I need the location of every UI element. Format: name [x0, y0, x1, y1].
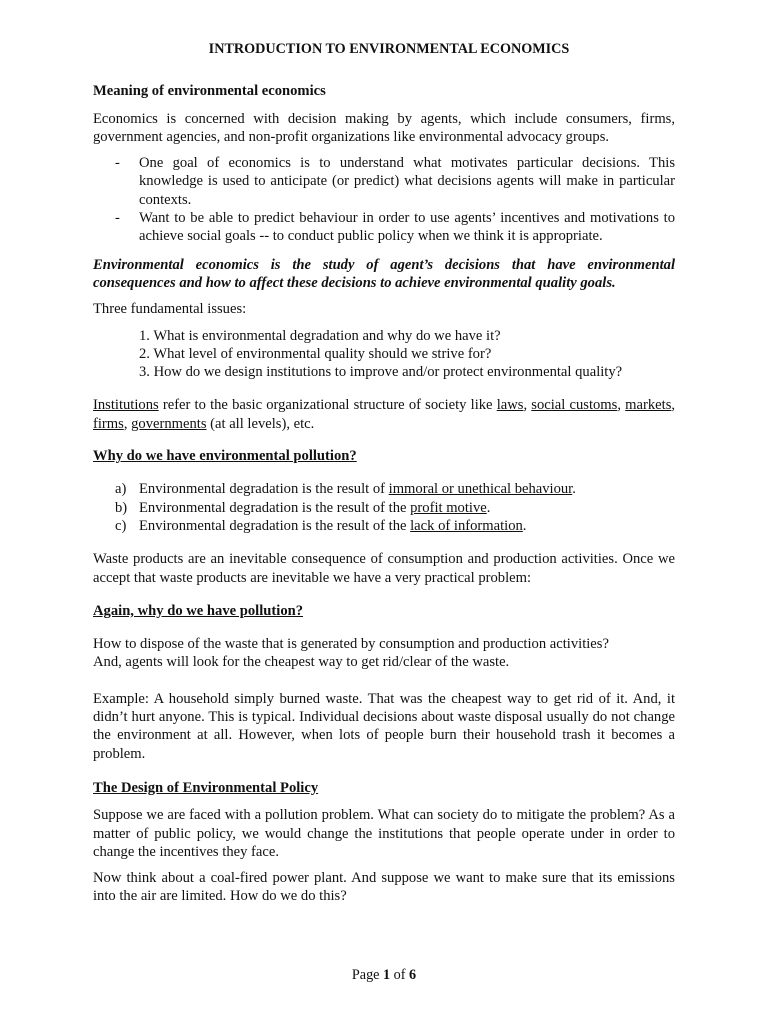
cause-keyword: profit motive	[410, 499, 487, 516]
cheapest-line: And, agents will look for the cheapest way to get rid/clear of the waste.	[93, 654, 510, 671]
punctuation: .	[572, 481, 576, 498]
list-marker: c)	[115, 517, 127, 534]
institutions-text: refer to the basic organizational structure of society like	[158, 397, 497, 414]
term-firms: firms	[93, 415, 124, 432]
punctuation: .	[522, 517, 527, 534]
bullet-marker: -	[115, 210, 120, 227]
waste-paragraph: Waste products are an inevitable consequence of consumption and production activities. Once we accept that waste products are inevitable we have a very practical problem:	[93, 551, 675, 586]
separator: ,	[123, 415, 132, 432]
list-marker: a)	[115, 481, 127, 498]
of-label: of	[390, 967, 410, 983]
bullet-text: One goal of economics is to understand what motivates particular decisions. This knowledge is used to anticipate (or predict) what decisions agents will make in particular contexts.	[139, 155, 675, 208]
cause-keyword: lack of information	[410, 517, 523, 534]
cause-text: Environmental degradation is the result of the	[139, 517, 411, 534]
cause-keyword: immoral or unethical behaviour	[388, 481, 573, 498]
section-heading-again: Again, why do we have pollution?	[93, 602, 304, 619]
list-item: 2. What level of environmental quality should we strive for?	[139, 345, 492, 362]
term-governments: governments	[131, 415, 207, 432]
intro-paragraph: Economics is concerned with decision making by agents, which include consumers, firms, government agencies, and non-profit organizations like environmental advocacy groups.	[93, 110, 675, 145]
term-social-customs: social customs	[531, 397, 618, 414]
dispose-line: How to dispose of the waste that is generated by consumption and production activities?	[93, 636, 609, 653]
separator: ,	[523, 397, 532, 414]
list-item	[93, 517, 675, 535]
section-heading-meaning: Meaning of environmental economics	[93, 83, 326, 100]
issues-label: Three fundamental issues:	[93, 301, 247, 318]
page-label: Page	[351, 967, 384, 983]
institutions-term: Institutions	[93, 397, 159, 414]
page-footer	[0, 966, 768, 984]
cause-text: Environmental degradation is the result of the	[139, 499, 411, 516]
total-pages-number: 6	[409, 967, 417, 983]
list-item	[93, 209, 675, 246]
document-title: INTRODUCTION TO ENVIRONMENTAL ECONOMICS	[208, 41, 570, 57]
separator: ,	[617, 397, 626, 414]
list-marker: b)	[115, 499, 128, 516]
definition-paragraph: Environmental economics is the study of agent’s decisions that have environmental consequences and how to affect these decisions to achieve environmental quality goals.	[93, 256, 675, 291]
cause-text: Environmental degradation is the result of	[139, 481, 389, 498]
term-markets: markets	[625, 397, 672, 414]
policy-paragraph: Suppose we are faced with a pollution problem. What can society do to mitigate the problem? As a matter of public policy, we would change the institutions that people operate under in order to change the incentives they face.	[93, 807, 675, 860]
list-item	[93, 499, 675, 517]
power-plant-paragraph: Now think about a coal-fired power plant. And suppose we want to make sure that its emissions into the air are limited. How do we do this?	[93, 870, 675, 905]
section-heading-why-pollution: Why do we have environmental pollution?	[93, 448, 357, 465]
causes-list	[93, 480, 675, 535]
list-item	[93, 480, 675, 498]
page-content	[93, 40, 675, 906]
punctuation: .	[486, 499, 491, 516]
separator: ,	[671, 397, 676, 414]
institutions-paragraph	[93, 396, 675, 433]
issues-list	[93, 327, 675, 382]
current-page-number: 1	[383, 967, 391, 983]
institutions-text: (at all levels), etc.	[206, 415, 315, 432]
term-laws: laws	[496, 397, 524, 414]
goal-bullet-list	[93, 154, 675, 245]
bullet-marker: -	[115, 155, 120, 172]
list-item	[93, 154, 675, 209]
section-heading-design-policy: The Design of Environmental Policy	[93, 779, 319, 796]
list-item: 3. How do we design institutions to improve and/or protect environmental quality?	[139, 364, 623, 381]
example-paragraph: Example: A household simply burned waste. That was the cheapest way to get rid of it. And, it didn’t hurt anyone. This is typical. Individual decisions about waste disposal usually do not change the environment at all. However, when lots of people burn their household trash it becomes a problem.	[93, 690, 675, 762]
list-item: 1. What is environmental degradation and why do we have it?	[139, 327, 501, 344]
bullet-text: Want to be able to predict behaviour in order to use agents’ incentives and motivations to achieve social goals -- to conduct public policy when we think it is appropriate.	[139, 210, 675, 245]
